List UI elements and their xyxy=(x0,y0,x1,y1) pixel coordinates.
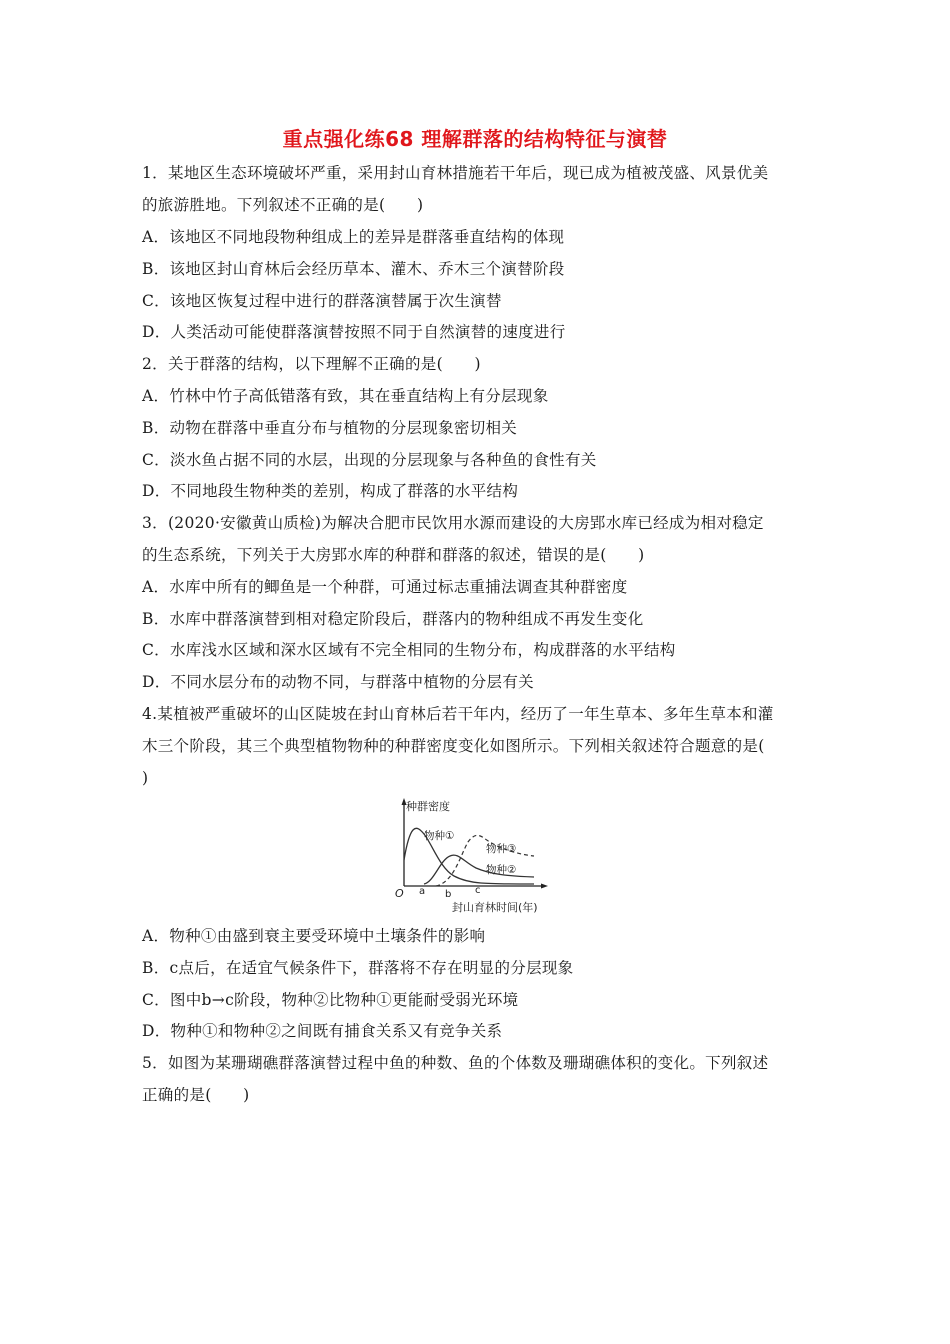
tick-label-b: b xyxy=(445,889,452,900)
q5-stem-line-1: 5．如图为某珊瑚礁群落演替过程中鱼的种数、鱼的个体数及珊瑚礁体积的变化。下列叙述 xyxy=(142,1054,769,1072)
tick-label-c: c xyxy=(475,885,481,896)
q2-option-b: B．动物在群落中垂直分布与植物的分层现象密切相关 xyxy=(142,419,518,437)
q3-option-c: C．水库浅水区域和深水区域有不完全相同的生物分布，构成群落的水平结构 xyxy=(142,641,676,659)
series-label-species-2: 物种② xyxy=(486,864,517,876)
tick-label-a: a xyxy=(419,886,426,897)
q4-option-b: B．c点后，在适宜气候条件下，群落将不存在明显的分层现象 xyxy=(142,959,574,977)
q2-option-d: D．不同地段生物种类的差别，构成了群落的水平结构 xyxy=(142,482,519,500)
q3-stem-line-1: 3．(2020·安徽黄山质检)为解决合肥市民饮用水源而建设的大房郢水库已经成为相对稳定 xyxy=(142,514,764,532)
series-label-species-3: 物种③ xyxy=(486,843,517,855)
q1-stem-line-2: 的旅游胜地。下列叙述不正确的是( ) xyxy=(142,196,424,214)
q4-option-a: A．物种①由盛到衰主要受环境中土壤条件的影响 xyxy=(142,927,486,945)
y-axis-label: 种群密度 xyxy=(406,800,450,813)
series-label-species-1: 物种① xyxy=(424,830,455,842)
q4-stem-line-3: ) xyxy=(142,769,149,787)
q3-option-a: A．水库中所有的鲫鱼是一个种群，可通过标志重捕法调查其种群密度 xyxy=(142,578,628,596)
q4-stem-line-2: 木三个阶段，其三个典型植物物种的种群密度变化如图所示。下列相关叙述符合题意的是( xyxy=(142,737,765,755)
q1-option-d: D．人类活动可能使群落演替按照不同于自然演替的速度进行 xyxy=(142,323,566,341)
x-axis-label: 封山育林时间(年) xyxy=(452,901,538,914)
q2-stem-line-1: 2．关于群落的结构，以下理解不正确的是( ) xyxy=(142,355,481,373)
q4-option-d: D．物种①和物种②之间既有捕食关系又有竞争关系 xyxy=(142,1022,503,1040)
series-species-3-line xyxy=(436,835,534,886)
q2-option-a: A．竹林中竹子高低错落有致，其在垂直结构上有分层现象 xyxy=(142,387,549,405)
q3-option-b: B．水库中群落演替到相对稳定阶段后，群落内的物种组成不再发生变化 xyxy=(142,610,644,628)
q3-stem-line-2: 的生态系统，下列关于大房郢水库的种群和群落的叙述，错误的是( ) xyxy=(142,546,645,564)
q2-option-c: C．淡水鱼占据不同的水层，出现的分层现象与各种鱼的食性有关 xyxy=(142,451,597,469)
q5-stem-line-2: 正确的是( ) xyxy=(142,1086,250,1104)
series-species-2-line xyxy=(424,855,534,884)
population-density-figure xyxy=(394,796,554,916)
q1-stem-line-1: 1．某地区生态环境破坏严重，采用封山育林措施若干年后，现已成为植被茂盛、风景优美 xyxy=(142,164,769,182)
q1-option-a: A．该地区不同地段物种组成上的差异是群落垂直结构的体现 xyxy=(142,228,565,246)
q4-stem-line-1: 4.某植被严重破坏的山区陡坡在封山育林后若干年内，经历了一年生草本、多年生草本和灌 xyxy=(142,705,774,723)
q3-option-d: D．不同水层分布的动物不同，与群落中植物的分层有关 xyxy=(142,673,534,691)
page-title: 重点强化练68 理解群落的结构特征与演替 xyxy=(282,127,668,151)
q4-option-c: C．图中b→c阶段，物种②比物种①更能耐受弱光环境 xyxy=(142,991,519,1009)
origin-label: O xyxy=(395,887,404,900)
population-density-chart xyxy=(394,796,554,916)
q1-option-b: B．该地区封山育林后会经历草本、灌木、乔木三个演替阶段 xyxy=(142,260,565,278)
q1-option-c: C．该地区恢复过程中进行的群落演替属于次生演替 xyxy=(142,292,502,310)
x-axis-arrow xyxy=(541,884,548,889)
